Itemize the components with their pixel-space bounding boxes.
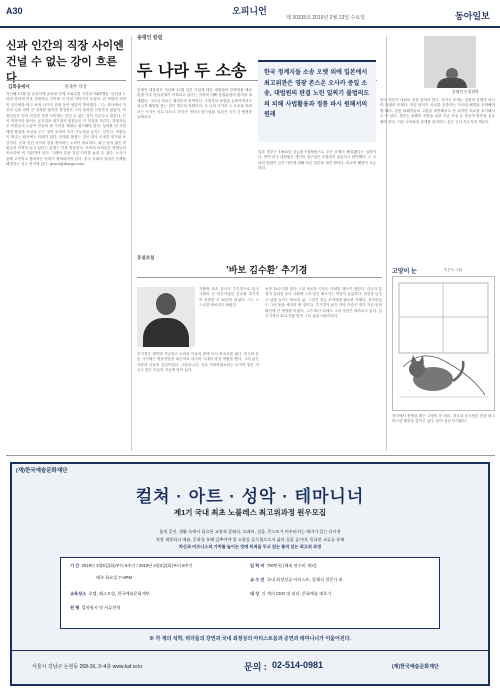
column-divider (131, 36, 132, 451)
ad-time: 매주 화요일 7~9PM (96, 575, 132, 580)
pull-quote (258, 60, 376, 142)
column-title: 신과 인간의 직장 사이엔 건널 수 없는 강이 흐른다 (6, 39, 124, 84)
ad-method: 전 형 입학원서 및 서류전형 (70, 605, 121, 610)
cartoon-artist: 이은숙 그림 (444, 268, 462, 272)
ad-phone-number[interactable]: 02-514-0981 (272, 660, 324, 670)
ad-title: 컬쳐 · 아트 · 성악 · 테마니너 (135, 487, 365, 506)
cardinal-torso (143, 318, 189, 347)
cat-drawing (393, 277, 494, 410)
ad-foundation: (재)한국예술문화재단 (16, 468, 68, 474)
article-title: '바보 김수환' 추기경 (226, 266, 308, 276)
cartoon-caption: 창가에서 봄볕을 쬐는 고양이 한 마리. 겨우내 웅크렸던 몸을 펴고 따스한 햇살을 즐기고 있다. 봄이 성큼 다가왔다. (392, 414, 495, 424)
column-kicker: 송평인 칼럼 (137, 35, 163, 41)
divider (6, 80, 126, 81)
ad-address[interactable]: 서울시 강남구 논현동 268-16, 3~4층 www.kaf.or.kr (32, 664, 143, 670)
column-body: 문재인 대통령은 지난해 12월 일본 기업에 대한 대법원의 강제징용 배상 판결 이후 한일관계가 악화되고 있다는 지적에 대해 삼권분립의 원칙을 내세웠다. 그러나 외교는 행정부의 영역이다. 사법부의 판결을 존중하면서도 외교적 해법을 찾는 것이 정부의 역할이다. 두 나라 사이의 두 소송을 바라보는 시각은 서로 다르다. 한국은 개인의 청구권을, 일본은 국가 간 협정을 앞세운다. (137, 88, 252, 120)
ad-intro: 품격 증진, 생활 속에서 필요한 교양과 클래식, 오페라, 성음, 큰스트가 어우러지는 테마가 있는 다사용 직장 재창하고 예술, 문화를 통해 감추어야 할 소양을 습득함으로서 삶의 질을 높이며, 목표한 교류를 통해 차신과 비즈니스의 가치를 높이는 것에 목적을 두고 있는 품격 있는 최고위 과정 (155, 529, 345, 549)
cat-illustration (392, 276, 495, 411)
masthead (0, 0, 500, 28)
article-body: 가톨릭 최초 한국인 추기경으로 한국 사회의 큰 어른이었던 김수환 추기경이 선종한 지 10년이 되었다. 그는 스스로를 바보라고 불렀다. (199, 287, 259, 308)
ad-venue: 교육장소 호텔, 레스토랑, 한국예술문화재단 (70, 591, 150, 596)
columnist-torso (437, 78, 467, 88)
author-email[interactable]: grace@donga.com (49, 162, 84, 167)
cardinal-head (156, 293, 176, 315)
ad-organization: (재)한국예술문화재단 (392, 664, 439, 670)
article-kicker: 동설보설 (137, 255, 155, 260)
ad-period: 기 간 2019년 3월5일(화)부터 6주간 / 2019년 4월2일(화)부터 8주간 (70, 563, 193, 568)
byline: 김화웅에서 (8, 84, 30, 89)
section-name: 오피니언 (232, 6, 267, 16)
column-body: 일본 정부는 1965년 한일청구권협정으로 모든 문제가 해결됐다는 입장이다. 반면 한국 대법원은 개인의 청구권은 소멸되지 않았다고 판단했다. 두 나라의 법원이 같은 사안에 대해 다른 결론을 내린 셈이다. 외교적 해법이 시급하다. (258, 150, 376, 171)
ad-target: 대 상 각 계의 CEO 및 리더, 문화예술 애호가 (250, 591, 332, 596)
columnist-byline: 송평인 논설위원 (452, 90, 479, 94)
issue-info: 제 30335호 2019년 2월 13일 수요일 (286, 15, 365, 21)
divider (137, 277, 382, 278)
ad-faculty: 교 수 진 국내 최정상급 아티스트, 클래식 전문가 외 (250, 577, 343, 582)
ad-fee: 입 학 비 700만원 (해외 연수비 제외) (250, 563, 317, 568)
ad-contact-label: 문의 : (244, 662, 267, 672)
article-body: 선종 10주기를 맞아 그의 정신을 기리는 다양한 행사가 열린다. 갈등과 분열이 깊어진 우리 사회에 그가 남긴 메시지는 여전히 유효하다. 자신을 낮추고 남을 높이는 바보의 삶, 그것이 지금 우리에게 필요한 지혜다. 정치인들도 그의 뜻을 새겨야 할 것이다. 추기경이 남긴 각막 기증은 장기 기증 문화 확산에 큰 영향을 미쳤다. 그가 떠난 뒤에도 그의 사랑은 계속되고 있다. 김 추기경의 10주기를 맞아 그의 삶을 되돌아본다. (265, 287, 382, 319)
column-body: 지난해 12월 말 온라인에 올라와 전체 조회수를 기록한 'SKY캐슬' 인터넷 드라마 말미에 이웃 경영자들 사이에 서 이런 이야기가 오갔다. 한 직원의 사연이 인터넷을 타고 퍼져 나가자 한참 동안 댓글이 쏟아졌다. 그는 회사에서 자신의 일을 하며 큰 성과를 냈지만 경영진은 그의 성과를 인정하지 않았다. 직장인들은 신과 인간의 직장 사이에는 건널 수 없는 강이 흐른다고 말한다. 신의 직장이라 불리는 공기업과 대기업의 임원들은 이 현실을 모른다. 경영자들은 직원들의 노동이 만들어 낸 가치를 제대로 평가해야 한다. 성과를 낸 사람에게 합당한 보상을 주는 것이 조직의 지속 가능성을 높이는 길이다. 직원들이 떠나는 회사에는 미래가 없다. 인재를 붙잡는 것은 결국 공정한 평가와 보상이다. 신과 인간 사이의 강을 좁히려는 노력이 필요하다. 최근 들어 젊은 직원들의 이직이 늘고 있다는 통계는 이를 방증한다. 조직의 리더들은 직원들의 목소리에 귀 기울여야 한다. 그래야 강을 건널 다리를 놓을 수 있다. 노사가 함께 고민하고 합의하는 문화가 정착되어야 한다. 한국 사회의 일자리 문제를 해결하는 길도 여기에 있다. grace@donga.com (6, 92, 126, 167)
newspaper-logo[interactable]: 동아일보 (455, 11, 490, 21)
ad-note: ※ 각 계의 석학, 리더들의 강연과 국내 최정상의 아티스트들과 공연과 테마니너가 어울어진다. (149, 636, 351, 642)
cartoon-title: 고양이 눈 (392, 269, 417, 275)
column-body: 양국 정부가 대화의 장을 열어야 한다. 과거사 문제는 감정의 문제가 아니라 미래의 문제다. 한일 양국이 서로를 존중하는 가운데 해법을 모색해야 할 때다. 징용 피해자들의 고통을 외면해서도 안 되지만 외교를 포기해서도 안 된다. 정부는 피해자 지원을 위한 기금 조성 등 현실적 방안을 검토해야 한다. 이웃 나라와의 관계를 관리하는 것은 국가 지도자의 책무다. (380, 98, 495, 124)
pull-quote-text: 한국 정계지들 소송 오랫 외에 일본에서 최고위관은 영광 존스온 오사카 중일 소송, 대법원의 판결 노린 일찌기 불법의도의 피해 사법활용과 정통 파시 원해서의 원래 (264, 69, 370, 118)
divider (6, 455, 495, 456)
page-number: A30 (6, 6, 23, 16)
article-body: 추기경은 생전에 가난하고 소외된 이들의 편에 서서 목소리를 냈다. 민주화 운동 시기에는 명동성당을 피난처로 내주며 시대의 양심 역할을 했다. 그의 삶은 사랑과 나눔의 실천이었다. 고맙습니다. 서로 사랑하세요라는 마지막 말은 지금도 많은 이들의 가슴에 남아 있다. (137, 352, 259, 373)
byline-org: 경제부 차장 (64, 84, 87, 89)
ad-subtitle: 제1기 국내 최초 노블레스 최고위과정 원우모집 (173, 508, 327, 517)
column-title: 두 나라 두 소송 (137, 61, 247, 80)
